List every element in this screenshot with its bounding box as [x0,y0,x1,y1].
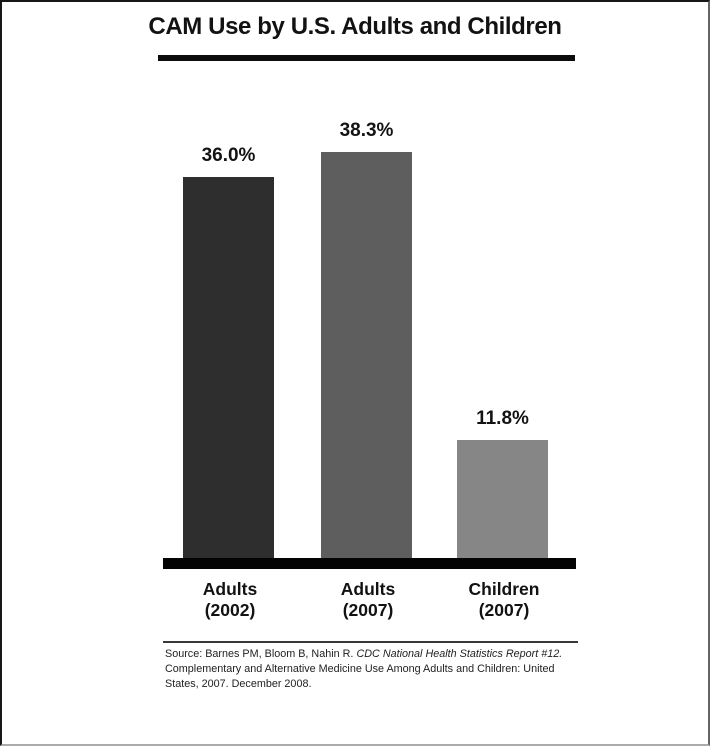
bar-children-2007 [457,440,548,569]
chart-title: CAM Use by U.S. Adults and Children [148,13,562,40]
bar-adults-2002 [183,177,274,569]
source-text-prefix: Source: Barnes PM, Bloom B, Nahin R. [165,648,357,660]
category-label-adults-2002 [160,579,300,621]
title-underline-rule [158,55,575,61]
bar-group-children-2007 [457,408,548,569]
category-line1: Adults [340,579,396,599]
source-divider-rule [163,641,578,643]
plot-area [163,102,576,569]
value-label: 11.8% [476,408,529,429]
category-line1: Adults [202,579,258,599]
category-label-children-2007 [434,579,574,621]
source-text-suffix: Complementary and Alternative Medicine Use Among Adults and Children: United States, 2007. December 2008. [165,663,555,690]
category-label-adults-2007 [298,579,438,621]
bar-adults-2007 [321,152,412,569]
value-label: 36.0% [201,145,256,166]
baseline-axis [163,558,576,569]
category-line2: (2007) [342,600,394,620]
category-line1: Children [468,579,540,599]
source-text-italic: CDC National Health Statistics Report #12. [356,648,563,660]
bar-group-adults-2007 [321,120,412,569]
value-label: 38.3% [339,120,394,141]
bar-group-adults-2002 [183,145,274,569]
category-line2: (2007) [478,600,530,620]
category-line2: (2002) [204,600,256,620]
source-note [165,647,586,692]
